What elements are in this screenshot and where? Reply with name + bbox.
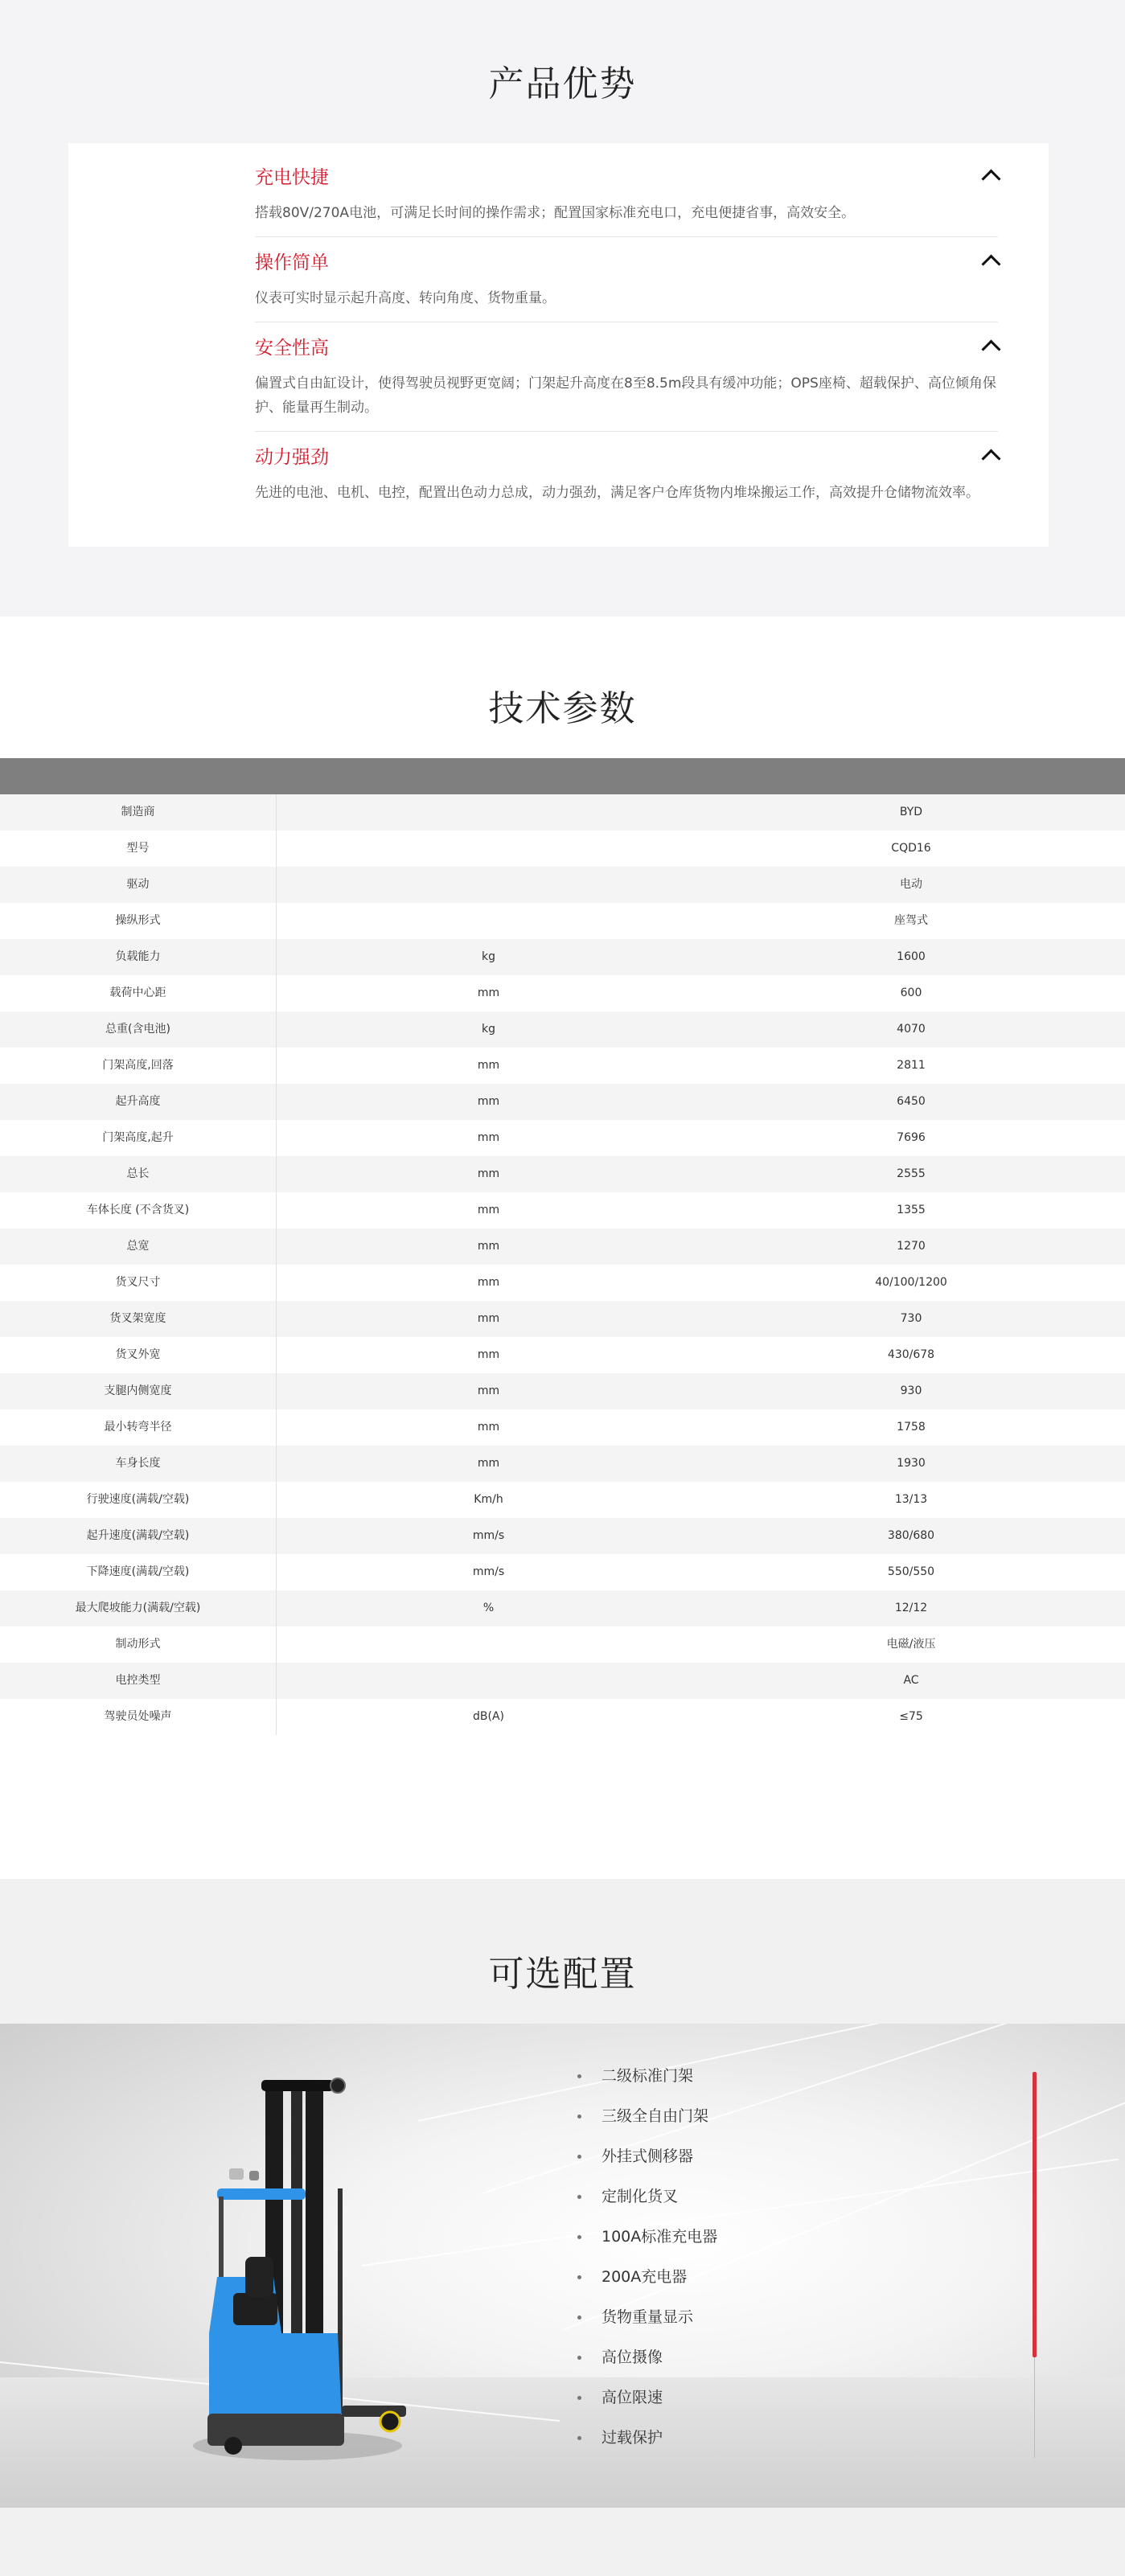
spec-value: ≤75 (899, 1710, 923, 1723)
options-section (0, 1879, 1125, 2576)
spec-unit: mm (477, 1204, 500, 1216)
table-row (0, 1120, 1125, 1156)
advantages-title: 产品优势 (488, 64, 637, 105)
list-item: 高位限速 (577, 2377, 717, 2418)
spec-unit: % (482, 1602, 495, 1614)
spec-value: BYD (899, 806, 923, 818)
table-row (0, 1446, 1125, 1482)
table-row (0, 903, 1125, 939)
table-row (0, 1409, 1125, 1446)
spec-unit: mm (477, 1348, 500, 1361)
spec-unit: mm (477, 1457, 500, 1470)
chevron-up-icon[interactable] (981, 254, 1000, 273)
table-row (0, 1229, 1125, 1265)
list-item: 高位摄像 (577, 2337, 717, 2377)
spec-unit: mm (477, 987, 500, 999)
accordion-item-charging[interactable] (255, 162, 998, 237)
spec-value: 座驾式 (894, 914, 928, 927)
spec-value: 1270 (897, 1240, 926, 1253)
spec-value: 600 (900, 987, 922, 999)
table-row (0, 1663, 1125, 1699)
advantages-card (68, 143, 1049, 547)
table-row (0, 939, 1125, 975)
specs-title: 技术参数 (488, 688, 637, 729)
spec-value: 550/550 (887, 1565, 935, 1578)
spec-unit: mm (477, 1059, 500, 1072)
spec-name: 起升高度 (0, 1084, 277, 1120)
spec-name: 行驶速度(满载/空载) (0, 1482, 277, 1518)
chevron-up-icon[interactable] (981, 449, 1000, 468)
spec-unit: kg (482, 950, 495, 963)
options-panel (0, 2024, 1125, 2508)
accordion-item-title[interactable]: 安全性高 (255, 338, 329, 359)
spec-unit: mm/s (472, 1565, 505, 1578)
spec-name: 货叉尺寸 (0, 1265, 277, 1301)
spec-unit: mm (477, 1312, 500, 1325)
spec-value: 40/100/1200 (875, 1276, 947, 1289)
chevron-up-icon[interactable] (981, 339, 1000, 359)
specs-table-header (0, 758, 1125, 794)
accordion-item-safety[interactable] (255, 333, 998, 432)
spec-value: CQD16 (891, 842, 931, 855)
table-row (0, 867, 1125, 903)
table-row (0, 975, 1125, 1011)
spec-name: 货叉外宽 (0, 1337, 277, 1373)
table-row (0, 1301, 1125, 1337)
list-item: 200A充电器 (577, 2257, 717, 2297)
list-item: 三级全自由门架 (577, 2096, 717, 2136)
spec-unit: Km/h (474, 1493, 503, 1506)
spec-name: 下降速度(满载/空载) (0, 1554, 277, 1590)
spec-unit: mm (477, 1131, 500, 1144)
spec-value: 1758 (897, 1421, 926, 1434)
spec-unit: mm (477, 1384, 500, 1397)
spec-name: 总长 (0, 1156, 277, 1192)
table-row (0, 1011, 1125, 1048)
spec-unit: mm (477, 1240, 500, 1253)
spec-name: 门架高度,回落 (0, 1048, 277, 1084)
options-title: 可选配置 (488, 1954, 637, 1995)
spec-unit: mm (477, 1095, 500, 1108)
spec-name: 门架高度,起升 (0, 1120, 277, 1156)
accordion-item-desc: 搭载80V/270A电池，可满足长时间的操作需求；配置国家标准充电口，充电便捷省事，高效安全。 (255, 205, 856, 221)
accordion-item-title[interactable]: 动力强劲 (255, 447, 329, 468)
spec-unit: dB(A) (473, 1710, 504, 1723)
spec-name: 最小转弯半径 (0, 1409, 277, 1446)
spec-name: 货叉架宽度 (0, 1301, 277, 1337)
spec-name: 载荷中心距 (0, 975, 277, 1011)
table-row (0, 1337, 1125, 1373)
spec-value: 1355 (897, 1204, 926, 1216)
table-row (0, 1048, 1125, 1084)
spec-name: 支腿内侧宽度 (0, 1373, 277, 1409)
spec-value: 13/13 (894, 1493, 928, 1506)
table-row (0, 1699, 1125, 1735)
spec-unit: mm (477, 1421, 500, 1434)
spec-name: 制造商 (0, 794, 277, 831)
specs-section (0, 617, 1125, 1879)
spec-value: 电动 (900, 878, 922, 891)
spec-name: 最大爬坡能力(满载/空载) (0, 1590, 277, 1626)
spec-value: 4070 (897, 1023, 926, 1036)
accordion-item-power[interactable] (255, 442, 998, 539)
table-row (0, 794, 1125, 831)
spec-value: 930 (900, 1384, 922, 1397)
table-row (0, 1192, 1125, 1229)
spec-value: 6450 (897, 1095, 926, 1108)
table-row (0, 1084, 1125, 1120)
options-list (577, 2056, 717, 2458)
spec-name: 型号 (0, 831, 277, 867)
list-item: 货物重量显示 (577, 2297, 717, 2337)
spec-value: 2811 (897, 1059, 926, 1072)
accordion-item-title[interactable]: 操作简单 (255, 252, 329, 273)
spec-value: 730 (900, 1312, 922, 1325)
list-item: 外挂式侧移器 (577, 2136, 717, 2176)
advantages-section (0, 0, 1125, 617)
table-row (0, 1554, 1125, 1590)
spec-name: 制动形式 (0, 1626, 277, 1663)
table-row (0, 1265, 1125, 1301)
spec-unit: mm (477, 1167, 500, 1180)
chevron-up-icon[interactable] (981, 169, 1000, 188)
spec-value: 7696 (897, 1131, 926, 1144)
spec-unit: mm/s (472, 1529, 505, 1542)
spec-value: 电磁/液压 (886, 1638, 936, 1651)
spec-value: 2555 (897, 1167, 926, 1180)
accordion-item-desc: 仪表可实时显示起升高度、转向角度、货物重量。 (255, 290, 556, 306)
spec-value: 430/678 (887, 1348, 935, 1361)
spec-name: 操纵形式 (0, 903, 277, 939)
table-row (0, 1590, 1125, 1626)
spec-name: 总宽 (0, 1229, 277, 1265)
specs-table (0, 794, 1125, 1735)
spec-name: 驾驶员处噪声 (0, 1699, 277, 1735)
list-item: 100A标准充电器 (577, 2217, 717, 2257)
table-row (0, 831, 1125, 867)
reach-truck-image (185, 2068, 426, 2470)
list-item: 定制化货叉 (577, 2176, 717, 2217)
spec-value: 1930 (897, 1457, 926, 1470)
spec-value: 1600 (897, 950, 926, 963)
spec-unit: kg (482, 1023, 495, 1036)
spec-name: 驱动 (0, 867, 277, 903)
options-scroll-thumb[interactable] (1033, 2072, 1037, 2357)
spec-unit: mm (477, 1276, 500, 1289)
list-item: 过载保护 (577, 2418, 717, 2458)
spec-value: AC (903, 1674, 919, 1687)
list-item: 二级标准门架 (577, 2056, 717, 2096)
spec-value: 12/12 (894, 1602, 928, 1614)
table-row (0, 1156, 1125, 1192)
table-row (0, 1626, 1125, 1663)
showroom-floor (0, 2377, 1125, 2508)
table-row (0, 1373, 1125, 1409)
accordion-item-desc: 先进的电池、电机、电控，配置出色动力总成，动力强劲，满足客户仓库货物内堆垛搬运工作，高效提升仓储物流效率。 (255, 485, 979, 501)
spec-name: 车体长度 (不含货叉) (0, 1192, 277, 1229)
accordion-item-desc: 偏置式自由缸设计，使得驾驶员视野更宽阔；门架起升高度在8至8.5m段具有缓冲功能；OPS座椅、超载保护、高位倾角保护、能量再生制动。 (255, 375, 996, 416)
spec-name: 总重(含电池) (0, 1011, 277, 1048)
spec-name: 电控类型 (0, 1663, 277, 1699)
table-row (0, 1482, 1125, 1518)
spec-name: 车身长度 (0, 1446, 277, 1482)
table-row (0, 1518, 1125, 1554)
spec-name: 起升速度(满载/空载) (0, 1518, 277, 1554)
accordion-item-operation[interactable] (255, 248, 998, 322)
spec-value: 380/680 (887, 1529, 935, 1542)
spec-name: 负载能力 (0, 939, 277, 975)
accordion-item-title[interactable]: 充电快捷 (255, 167, 329, 188)
